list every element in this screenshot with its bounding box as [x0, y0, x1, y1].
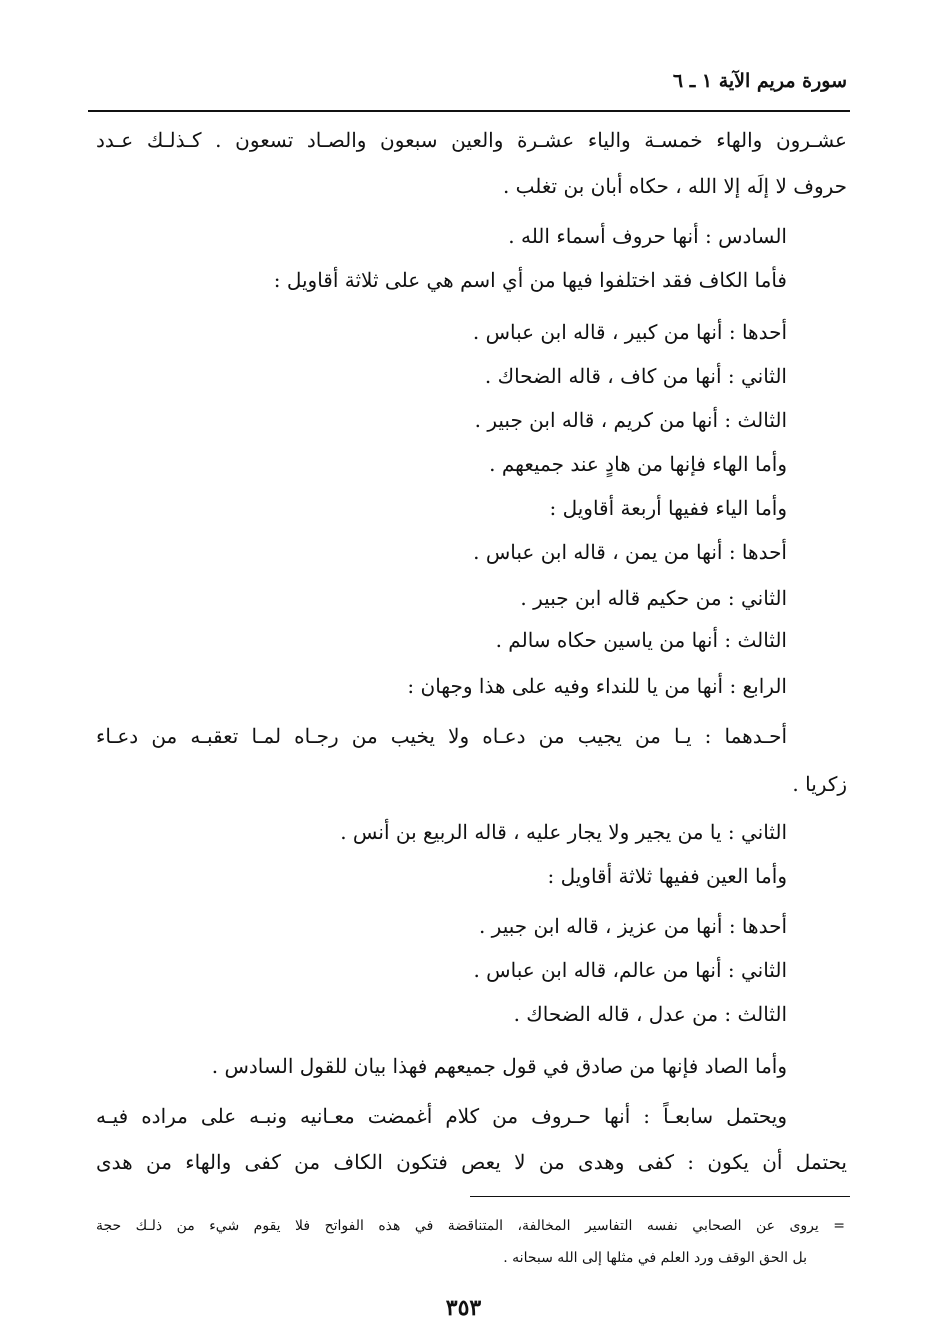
- page-number: ٣٥٣: [445, 1295, 482, 1321]
- text-line: حروف لا إلَه إلا الله ، حكاه أبان بن تغلب .: [502, 174, 847, 198]
- text-line: الرابع : أنها من يا للنداء وفيه على هذا وجهان :: [407, 674, 787, 698]
- text-line: السادس : أنها حروف أسماء الله .: [508, 224, 787, 248]
- text-line: الثاني : من حكيم قاله ابن جبير .: [520, 586, 787, 610]
- text-line: يحتمل أن يكون : كفى وهدى من لا يعص فتكون الكاف من كفى والهاء من هدى: [96, 1150, 847, 1174]
- text-line: أحدها : أنها من يمن ، قاله ابن عباس .: [473, 540, 787, 564]
- footnote-divider: [470, 1196, 850, 1197]
- text-line: وأما الصاد فإنها من صادق في قول جميعهم فهذا بيان للقول السادس .: [211, 1054, 787, 1078]
- text-line: وأما الهاء فإنها من هادٍ عند جميعهم .: [489, 452, 787, 476]
- text-line: ويحتمل سابعـاً : أنها حـروف من كلام أغمضت معـانيه ونبـه على مراده فيـه: [96, 1104, 787, 1128]
- text-line: الثاني : أنها من كاف ، قاله الضحاك .: [484, 364, 787, 388]
- text-line: الثالث : من عدل ، قاله الضحاك .: [513, 1002, 787, 1026]
- text-line: أحدها : أنها من عزيز ، قاله ابن جبير .: [478, 914, 787, 938]
- text-line: الثالث : أنها من كريم ، قاله ابن جبير .: [474, 408, 787, 432]
- text-line: وأما الياء ففيها أربعة أقاويل :: [549, 496, 787, 520]
- footnote-line: بل الحق الوقف ورد العلم في مثلها إلى الله سبحانه .: [503, 1250, 807, 1266]
- header-divider: [88, 110, 850, 112]
- text-line: الثاني : يا من يجير ولا يجار عليه ، قاله الربيع بن أنس .: [340, 820, 787, 844]
- text-line: الثالث : أنها من ياسين حكاه سالم .: [495, 628, 787, 652]
- running-header: سورة مريم الآية ١ ـ ٦: [672, 70, 847, 92]
- footnote-line: = يروى عن الصحابي نفسه التفاسير المخالفة، المتناقضة في هذه الفواتح فلا يقوم شيء من ذلـك حجة: [96, 1218, 845, 1234]
- text-line: أحـدهما : يـا من يجيب من دعـاه ولا يخيب من رجـاه لمـا تعقبـه من دعـاء: [96, 724, 787, 748]
- text-line: وأما العين ففيها ثلاثة أقاويل :: [547, 864, 787, 888]
- text-line: زكريا .: [792, 772, 847, 796]
- text-line: الثاني : أنها من عالم، قاله ابن عباس .: [473, 958, 787, 982]
- text-line: عشـرون والهاء خمسـة والياء عشـرة والعين سبعون والصـاد تسعون . كـذلـك عـدد: [96, 128, 847, 152]
- text-line: أحدها : أنها من كبير ، قاله ابن عباس .: [472, 320, 787, 344]
- text-line: فأما الكاف فقد اختلفوا فيها من أي اسم هي على ثلاثة أقاويل :: [273, 268, 787, 292]
